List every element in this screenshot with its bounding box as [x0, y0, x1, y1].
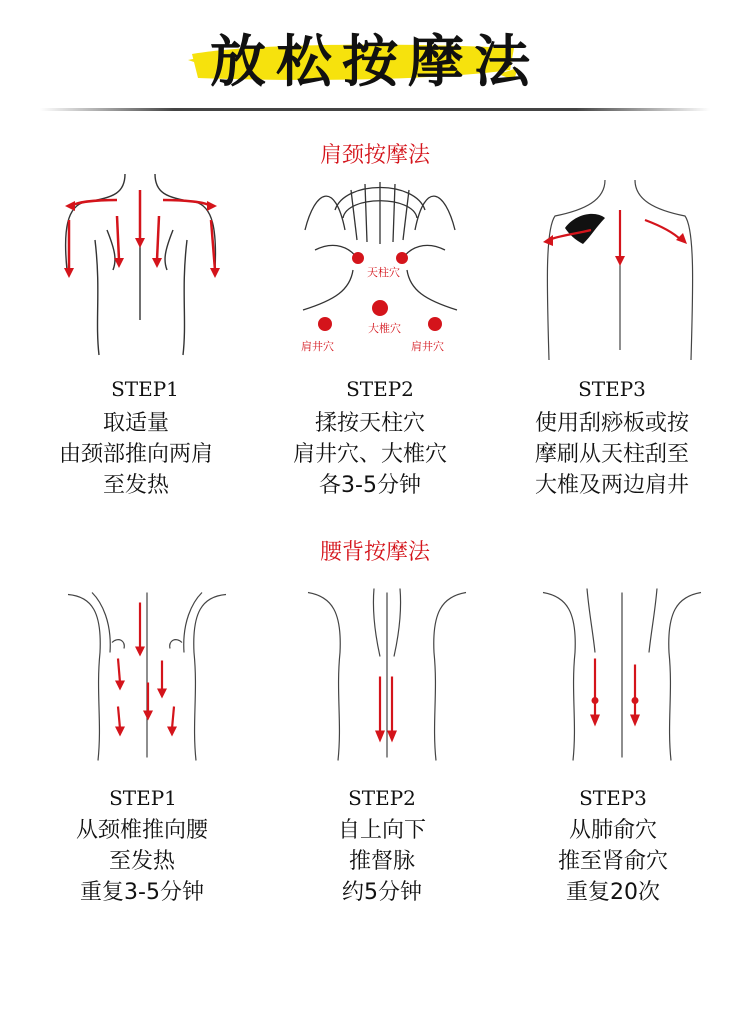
step-description [250, 408, 490, 501]
point-label-jianjing-left: 肩井穴 [301, 340, 334, 353]
point-label-jianjing-right: 肩井穴 [411, 340, 444, 353]
point-label-tianzhu: 天柱穴 [367, 266, 400, 279]
title-banner [0, 0, 750, 110]
desc-line: 使用刮痧板或按 [534, 411, 689, 436]
illustration-neck-step3 [535, 170, 705, 365]
desc-line: 至发热 [108, 849, 175, 874]
desc-line: 摩刷从天柱刮至 [534, 442, 689, 467]
desc-line: 重复3-5分钟 [80, 880, 204, 905]
desc-line: 大椎及两边肩井 [534, 473, 689, 498]
illustration-back-step2 [302, 575, 472, 770]
desc-line: 自上向下 [337, 818, 426, 843]
desc-line: 各3-5分钟 [319, 473, 421, 498]
step-label: STEP3 [578, 377, 646, 401]
desc-line: 重复20次 [566, 880, 660, 905]
step-description [262, 815, 502, 908]
step-label: STEP1 [111, 377, 179, 401]
desc-line: 肩井穴、大椎穴 [292, 442, 447, 467]
step-description [16, 408, 256, 501]
step-label: STEP2 [348, 786, 416, 810]
section-title-back: 腰背按摩法 [319, 540, 430, 565]
illustration-back-step3 [537, 575, 707, 770]
desc-line: 取适量 [102, 411, 169, 436]
section-title-neck: 肩颈按摩法 [319, 143, 430, 168]
desc-line: 从肺俞穴 [568, 818, 657, 843]
desc-line: 约5分钟 [342, 880, 422, 905]
illustration-neck-step2 [295, 170, 465, 365]
desc-line: 揉按天柱穴 [314, 411, 425, 436]
step-label: STEP1 [109, 786, 177, 810]
desc-line: 至发热 [102, 473, 169, 498]
page-title: 放松按摩法 [210, 29, 540, 95]
step-description [493, 815, 733, 908]
step-label: STEP2 [346, 377, 414, 401]
scraping-board-icon [565, 214, 605, 244]
step-description [22, 815, 262, 908]
point-label-dazhui: 大椎穴 [368, 322, 401, 335]
illustration-neck-step1 [55, 170, 225, 365]
title-divider [40, 108, 710, 111]
illustration-back-step1 [62, 575, 232, 770]
desc-line: 从颈椎推向腰 [75, 818, 208, 843]
desc-line: 推督脉 [348, 849, 415, 874]
step-label: STEP3 [579, 786, 647, 810]
step-description [492, 408, 732, 501]
desc-line: 推至肾俞穴 [557, 849, 668, 874]
desc-line: 由颈部推向两肩 [58, 442, 213, 467]
